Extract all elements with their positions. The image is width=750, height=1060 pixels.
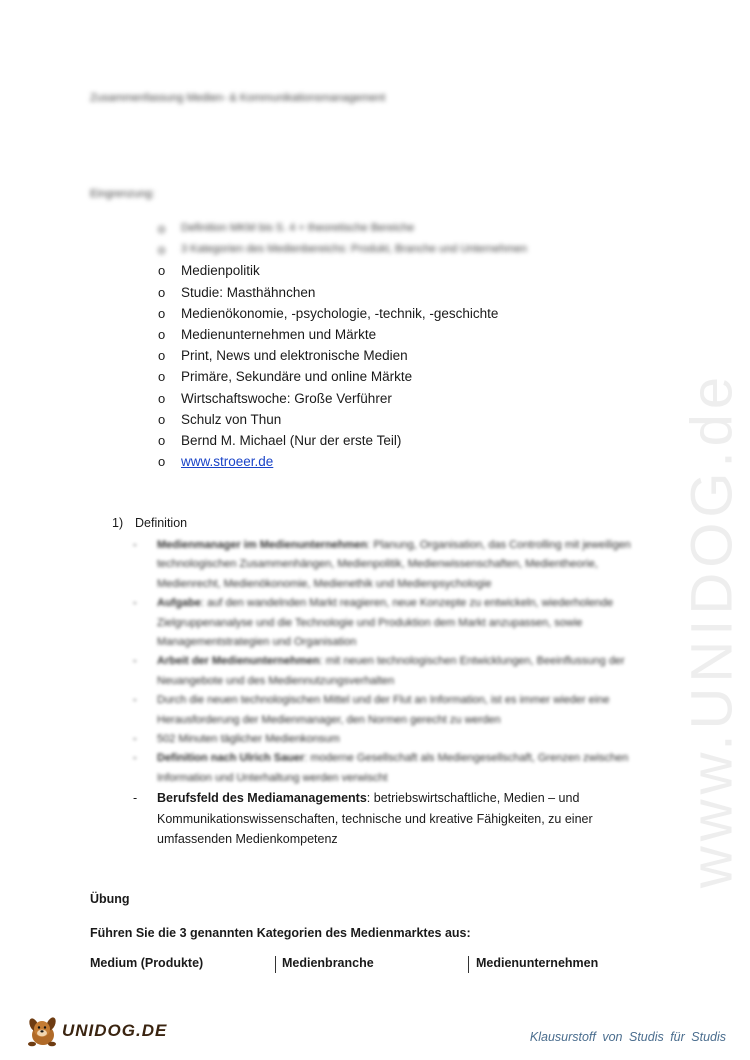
stroeer-link[interactable]: www.stroeer.de (181, 454, 274, 470)
column-header-medienbranche: Medienbranche (282, 956, 374, 970)
list-item: o Medienökonomie, -psychologie, -technik, -geschichte (158, 303, 527, 324)
exercise-table-header (90, 956, 650, 974)
berufsfeld-text: : betriebswirtschaftliche, Medien – und Kommunikationswissenschaften, technische und kreative Fähigkeiten, zu einer umfassenden Medienkompetenz (157, 791, 593, 846)
list-item: - Durch die neuen technologischen Mittel und der Flut an Information, ist es immer wieder eine Herausforderung der Medienmanager, den Normen gerecht zu werden (133, 694, 610, 726)
exercise-task: Führen Sie die 3 genannten Kategorien des Medienmarktes aus: (90, 926, 471, 940)
list-item: - 502 Minuten täglicher Medienkonsum (133, 733, 340, 746)
footer-tagline: Klausurstoff von Studis für Studis (529, 1030, 726, 1044)
list-item: o Studie: Masthähnchen (158, 282, 527, 303)
logo-text: UNIDOG.DE (62, 1021, 168, 1040)
berufsfeld-term: Berufsfeld des Mediamanagements (157, 791, 367, 805)
section-heading: Eingrenzung: (90, 188, 155, 200)
definition-list (133, 536, 653, 788)
column-divider (275, 956, 276, 973)
topic-text: Wirtschaftswoche: Große Verführer (181, 390, 392, 406)
column-header-medienunternehmen: Medienunternehmen (476, 956, 599, 970)
column-header-medium: Medium (Produkte) (90, 956, 204, 970)
topic-text: Definition MKM bis S. 4 + theoretische Bereiche (181, 222, 415, 234)
definition-berufsfeld-item: - Berufsfeld des Mediamanagements: betriebswirtschaftliche, Medien – und Kommunikationswissenschaften, technische und kreative Fähigkeiten, zu einer umfassenden Medienkompetenz (133, 791, 593, 846)
topic-text: Schulz von Thun (181, 411, 282, 427)
topic-text: Print, News und elektronische Medien (181, 348, 408, 364)
topic-text: 3 Kategorien des Medienbereichs: Produkt, Branche und Unternehmen (181, 243, 528, 256)
topic-text: Bernd M. Michael (Nur der erste Teil) (181, 432, 402, 448)
topic-text: Medienunternehmen und Märkte (181, 326, 377, 342)
topic-text: Studie: Masthähnchen (181, 284, 316, 300)
list-item: o Definition MKM bis S. 4 + theoretische Bereiche (158, 218, 527, 239)
list-item: o Medienpolitik (158, 260, 527, 281)
list-item: o Medienunternehmen und Märkte (158, 324, 527, 345)
list-item: o Bernd M. Michael (Nur der erste Teil) (158, 430, 527, 451)
column-divider (468, 956, 469, 973)
topic-list (158, 218, 527, 472)
topic-text: Medienpolitik (181, 263, 260, 279)
list-item: - Medienmanager im Medienunternehmen: Planung, Organisation, das Controlling mit jeweiligen technologischen Zusammenhängen, Medienpolitik, Medienwissenschaften, Medientheorie, Medienrecht, Medienökonomie, Medienethik und Medienpsychologie (133, 539, 631, 590)
definition-title: Definition (135, 516, 188, 530)
list-item: - Definition nach Ulrich Sauer: moderne Gesellschaft als Mediengesellschaft, Grenzen zwischen Information und Unterhaltung werden verwischt (133, 752, 629, 784)
dog-mascot-icon (24, 1014, 60, 1048)
list-item: o 3 Kategorien des Medienbereichs: Produkt, Branche und Unternehmen (158, 239, 527, 260)
unidog-logo[interactable] (24, 1014, 167, 1048)
topic-text: Primäre, Sekundäre und online Märkte (181, 369, 413, 385)
list-item: o Print, News und elektronische Medien (158, 345, 527, 366)
list-item: - Aufgabe: auf den wandelnden Markt reagieren, neue Konzepte zu entwickeln, wiederholende Zielgruppenanalyse und die Technologie und Produktion dem Markt anzupassen, sowie Managementstrategien und Organisation (133, 597, 614, 649)
list-item: - Arbeit der Medienunternehmen: mit neuen technologischen Entwicklungen, Beeinflussung der Neuangebote und des Mediennutzungsverhalten (133, 655, 625, 687)
list-item: o Primäre, Sekundäre und online Märkte (158, 366, 527, 387)
list-item: o Wirtschaftswoche: Große Verführer (158, 388, 527, 409)
topic-text: Medienökonomie, -psychologie, -technik, -geschichte (181, 305, 499, 321)
list-item: o www.stroeer.de (158, 451, 527, 472)
document-title: Zusammenfassung Medien- & Kommunikationsmanagement (90, 92, 386, 104)
definition-number: 1) (112, 516, 124, 530)
list-item: o Schulz von Thun (158, 409, 527, 430)
definition-heading (112, 516, 187, 530)
exercise-heading: Übung (90, 892, 130, 906)
watermark: www.UNIDOG.de (679, 371, 745, 889)
